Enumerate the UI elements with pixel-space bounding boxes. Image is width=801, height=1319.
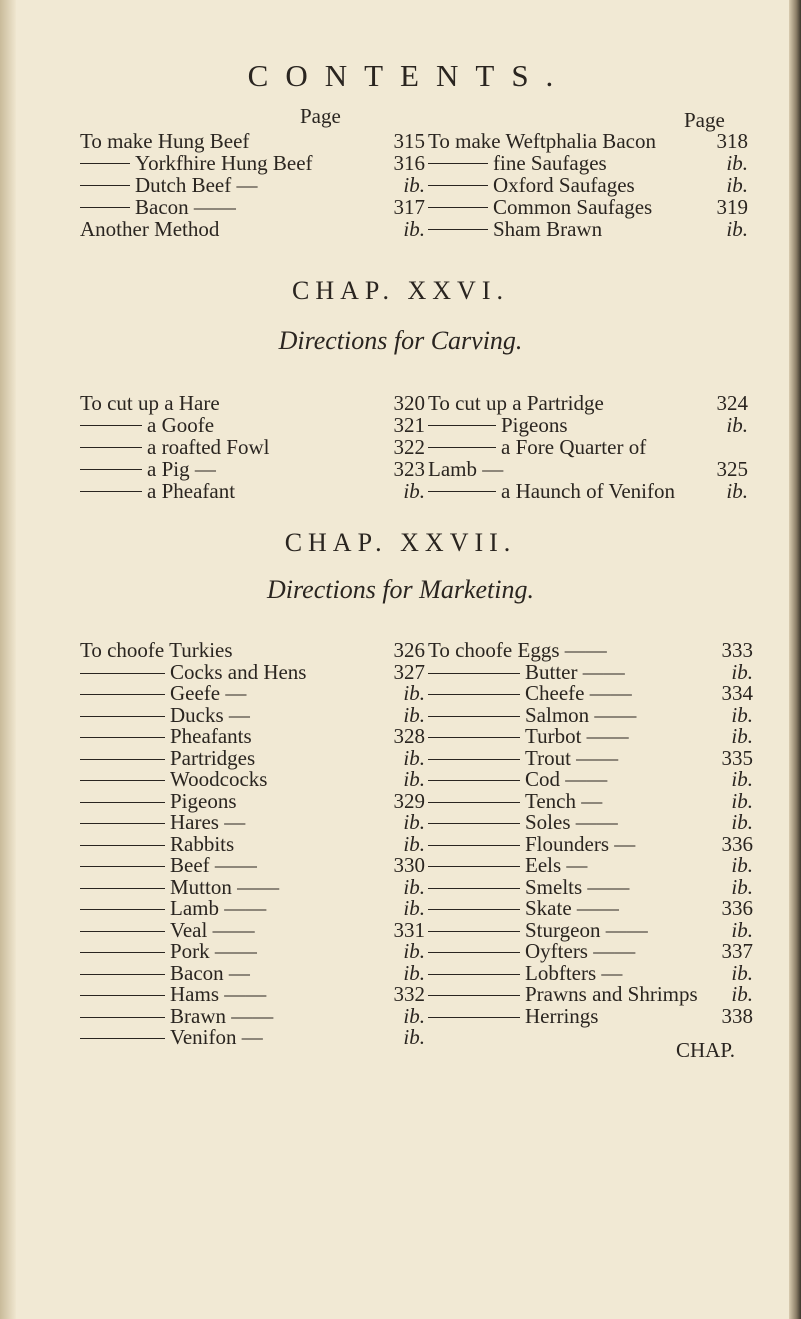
index-entry (428, 788, 753, 813)
entry-page-number: ib. (726, 151, 748, 175)
entry-dash-rule (428, 823, 520, 824)
entry-label: a Goofe (147, 413, 215, 437)
chap27-title: Directions for Marketing. (267, 575, 534, 604)
entry-dash-rule (80, 845, 165, 846)
entry-dash-rule (80, 952, 165, 953)
index-entry (80, 683, 425, 705)
entry-page-number: 322 (393, 435, 425, 459)
entry-page-number: 318 (716, 129, 748, 153)
entry-dash-rule (80, 469, 142, 470)
index-entry (80, 436, 425, 458)
entry-page-number: ib. (731, 874, 753, 899)
index-entry (428, 960, 753, 985)
index-entry (428, 941, 753, 963)
index-entry (428, 152, 748, 174)
entry-dash-rule (80, 163, 130, 164)
index-entry (428, 812, 753, 834)
chap27-right-entries (428, 640, 753, 1027)
entry-label: Salmon —— (525, 702, 637, 727)
entry-page-number: 320 (393, 391, 425, 415)
page-column-header-right: Page (684, 108, 725, 132)
entry-dash-rule (428, 845, 520, 846)
index-entry (428, 640, 753, 662)
entry-dash-rule (80, 909, 165, 910)
entry-label: Turbot —— (525, 724, 629, 748)
entry-label: To cut up a Hare (80, 391, 220, 415)
entry-label: Soles —— (525, 810, 618, 834)
index-entry (80, 898, 425, 920)
entry-page-number: 324 (716, 391, 748, 415)
index-entry (428, 392, 748, 414)
entry-dash-rule (80, 447, 142, 448)
entry-label: Sturgeon —— (525, 917, 648, 942)
entry-page-number: ib. (403, 1003, 425, 1028)
index-entry (428, 174, 748, 196)
entry-label: Veal —— (170, 917, 255, 942)
entry-dash-rule (428, 780, 520, 781)
chap26-title: Directions for Carving. (278, 326, 523, 355)
index-entry (80, 788, 425, 813)
entry-label: Eels — (525, 853, 588, 877)
entry-dash-rule (80, 716, 165, 717)
index-entry (80, 659, 425, 684)
entry-page-number: 315 (393, 129, 425, 153)
entry-dash-rule (80, 780, 165, 781)
entry-label: Lamb —— (170, 896, 267, 920)
entry-page-number: ib. (726, 413, 748, 437)
entry-page-number: ib. (403, 479, 425, 503)
entry-label: a Pheafant (147, 479, 236, 503)
entry-dash-rule (80, 995, 165, 996)
entry-page-number: 335 (721, 745, 753, 770)
entry-label: Dutch Beef — (135, 173, 258, 197)
entry-page-number: 326 (393, 638, 425, 662)
entry-dash-rule (428, 759, 520, 760)
entry-label: Lobfters — (525, 960, 623, 985)
entry-page-number: ib. (731, 917, 753, 942)
entry-label: Pheafants (170, 724, 252, 748)
entry-label: a Pig — (147, 457, 216, 481)
entry-page-number: ib. (403, 217, 425, 241)
entry-dash-rule (428, 207, 488, 208)
page-column-header-left: Page (300, 104, 341, 128)
index-entry (80, 640, 425, 662)
index-entry (428, 831, 753, 856)
entry-label: Oyfters —— (525, 939, 636, 963)
entry-label: a roafted Fowl (147, 435, 270, 459)
entry-dash-rule (80, 866, 165, 867)
index-entry (80, 726, 425, 748)
index-entry (80, 392, 425, 414)
chap27-heading: CHAP. XXVII. (284, 528, 517, 557)
entry-dash-rule (428, 163, 488, 164)
index-entry (428, 984, 753, 1006)
entry-dash-rule (428, 931, 520, 932)
entry-page-number: ib. (726, 173, 748, 197)
entry-page-number: ib. (731, 702, 753, 727)
index-entry (80, 1003, 425, 1028)
entry-label: Smelts —— (525, 874, 630, 899)
entry-dash-rule (80, 425, 142, 426)
index-entry (428, 659, 753, 684)
entry-page-number: ib. (731, 788, 753, 813)
entry-page-number: ib. (403, 702, 425, 727)
entry-page-number: 336 (721, 831, 753, 856)
page-binding-edge (789, 0, 801, 1319)
entry-label: Prawns and Shrimps (525, 982, 698, 1006)
entry-dash-rule (428, 995, 520, 996)
entry-label: Hams —— (170, 982, 267, 1006)
entry-dash-rule (80, 802, 165, 803)
catchword: CHAP. (676, 1038, 735, 1062)
index-entry (80, 941, 425, 963)
entry-page-number: ib. (403, 831, 425, 856)
entry-dash-rule (428, 909, 520, 910)
entry-label: Common Saufages (493, 195, 653, 219)
entry-label: Bacon — (170, 960, 250, 985)
index-entry (428, 769, 753, 791)
index-entry (428, 726, 753, 748)
index-entry (80, 480, 425, 502)
entry-label: To choofe Turkies (80, 638, 233, 662)
entry-dash-rule (80, 974, 165, 975)
entry-label: a Haunch of Venifon (501, 479, 675, 503)
entry-dash-rule (80, 737, 165, 738)
index-entry (80, 1027, 425, 1049)
top-left-entries (80, 130, 425, 240)
chap26-right-entries (428, 392, 748, 502)
entry-label: To choofe Eggs —— (428, 638, 607, 662)
entry-page-number: 337 (721, 939, 753, 963)
index-entry (80, 917, 425, 942)
entry-dash-rule (80, 931, 165, 932)
entry-page-number: 328 (393, 724, 425, 748)
entry-dash-rule (80, 694, 165, 695)
entry-dash-rule (428, 888, 520, 889)
entry-page-number: ib. (726, 479, 748, 503)
entry-page-number: ib. (731, 960, 753, 985)
entry-page-number: 325 (716, 457, 748, 481)
entry-label: Skate —— (525, 896, 619, 920)
top-right-entries (428, 130, 748, 240)
entry-page-number: ib. (403, 1025, 425, 1049)
entry-page-number: ib. (403, 745, 425, 770)
entry-page-number: 331 (393, 917, 425, 942)
entry-dash-rule (80, 207, 130, 208)
index-entry (428, 414, 748, 436)
entry-page-number: 332 (393, 982, 425, 1006)
entry-label: Ducks — (170, 702, 250, 727)
entry-dash-rule (428, 425, 496, 426)
entry-label: Mutton —— (170, 874, 280, 899)
index-entry (428, 702, 753, 727)
entry-page-number: ib. (403, 767, 425, 791)
entry-dash-rule (428, 802, 520, 803)
page-gutter (0, 0, 16, 1319)
entry-page-number: 321 (393, 413, 425, 437)
running-head: CONTENTS. (247, 58, 571, 93)
entry-page-number: ib. (731, 767, 753, 791)
entry-dash-rule (428, 694, 520, 695)
entry-page-number: 327 (393, 659, 425, 684)
entry-label: Partridges (170, 745, 256, 770)
entry-label: Herrings (525, 1003, 599, 1028)
entry-label: To cut up a Partridge (428, 391, 604, 415)
entry-label: Lamb — (428, 457, 504, 481)
entry-dash-rule (428, 952, 520, 953)
index-entry (428, 196, 748, 218)
entry-label: Pigeons (501, 413, 568, 437)
entry-page-number: ib. (731, 853, 753, 877)
entry-label: Tench — (525, 788, 603, 813)
entry-dash-rule (80, 1038, 165, 1039)
entry-page-number: ib. (731, 810, 753, 834)
index-entry (428, 898, 753, 920)
index-entry (428, 917, 753, 942)
entry-page-number: 317 (393, 195, 425, 219)
index-entry (428, 855, 753, 877)
entry-dash-rule (428, 673, 520, 674)
entry-page-number: ib. (731, 724, 753, 748)
entry-label: To make Weftphalia Bacon (428, 129, 656, 153)
index-entry (428, 436, 748, 458)
entry-dash-rule (80, 1017, 165, 1018)
index-entry (80, 812, 425, 834)
entry-page-number: 333 (721, 638, 753, 662)
entry-page-number: 336 (721, 896, 753, 920)
index-entry (80, 130, 425, 152)
index-entry (80, 414, 425, 436)
entry-label: Flounders — (525, 831, 636, 856)
entry-page-number: ib. (403, 896, 425, 920)
entry-page-number: ib. (403, 960, 425, 985)
entry-label: Beef —— (170, 853, 257, 877)
chap27-left-entries (80, 640, 425, 1049)
index-entry (428, 218, 748, 240)
entry-page-number: 316 (393, 151, 425, 175)
entry-label: Another Method (80, 217, 220, 241)
index-entry (80, 769, 425, 791)
entry-label: Bacon —— (135, 195, 236, 219)
entry-label: Geefe — (170, 681, 247, 705)
entry-label: Cocks and Hens (170, 659, 307, 684)
entry-dash-rule (428, 716, 520, 717)
index-entry (80, 458, 425, 480)
entry-label: fine Saufages (493, 151, 607, 175)
entry-page-number: 338 (721, 1003, 753, 1028)
entry-page-number: ib. (726, 217, 748, 241)
entry-dash-rule (428, 974, 520, 975)
index-entry (428, 1003, 753, 1028)
entry-dash-rule (428, 1017, 520, 1018)
index-entry (428, 874, 753, 899)
index-entry (428, 458, 748, 480)
index-entry (80, 855, 425, 877)
entry-page-number: ib. (403, 810, 425, 834)
entry-page-number: 323 (393, 457, 425, 481)
entry-label: Pigeons (170, 788, 237, 813)
entry-dash-rule (428, 229, 488, 230)
index-entry (428, 480, 748, 502)
entry-label: Rabbits (170, 831, 235, 856)
index-entry (80, 831, 425, 856)
entry-dash-rule (428, 866, 520, 867)
entry-dash-rule (428, 491, 496, 492)
entry-page-number: 330 (393, 853, 425, 877)
entry-dash-rule (428, 447, 496, 448)
entry-dash-rule (428, 185, 488, 186)
entry-page-number: 319 (716, 195, 748, 219)
chap26-heading: CHAP. XXVI. (292, 276, 509, 305)
index-entry (80, 218, 425, 240)
entry-label: Woodcocks (170, 767, 268, 791)
entry-label: Venifon — (170, 1025, 263, 1049)
entry-label: To make Hung Beef (80, 129, 250, 153)
entry-dash-rule (80, 823, 165, 824)
entry-dash-rule (428, 737, 520, 738)
index-entry (428, 130, 748, 152)
entry-dash-rule (80, 888, 165, 889)
entry-label: Cod —— (525, 767, 608, 791)
entry-label: Sham Brawn (493, 217, 603, 241)
index-entry (80, 196, 425, 218)
entry-page-number: ib. (731, 659, 753, 684)
index-entry (80, 874, 425, 899)
entry-page-number: ib. (403, 874, 425, 899)
index-entry (80, 702, 425, 727)
entry-page-number: 329 (393, 788, 425, 813)
entry-page-number: ib. (403, 173, 425, 197)
index-entry (80, 960, 425, 985)
index-entry (80, 745, 425, 770)
entry-page-number: 334 (721, 681, 753, 705)
chap26-left-entries (80, 392, 425, 502)
entry-label: Trout —— (525, 745, 619, 770)
entry-label: a Fore Quarter of (501, 435, 647, 459)
index-entry (428, 745, 753, 770)
entry-page-number: ib. (403, 681, 425, 705)
entry-label: Pork —— (170, 939, 257, 963)
entry-label: Cheefe —— (525, 681, 632, 705)
entry-dash-rule (80, 759, 165, 760)
index-entry (80, 984, 425, 1006)
entry-label: Yorkfhire Hung Beef (135, 151, 313, 175)
entry-label: Hares — (170, 810, 246, 834)
entry-page-number: ib. (731, 982, 753, 1006)
entry-dash-rule (80, 673, 165, 674)
entry-dash-rule (80, 491, 142, 492)
entry-dash-rule (80, 185, 130, 186)
entry-label: Brawn —— (170, 1003, 274, 1028)
entry-page-number: ib. (403, 939, 425, 963)
entry-label: Butter —— (525, 659, 625, 684)
index-entry (80, 152, 425, 174)
index-entry (428, 683, 753, 705)
index-entry (80, 174, 425, 196)
entry-label: Oxford Saufages (493, 173, 635, 197)
